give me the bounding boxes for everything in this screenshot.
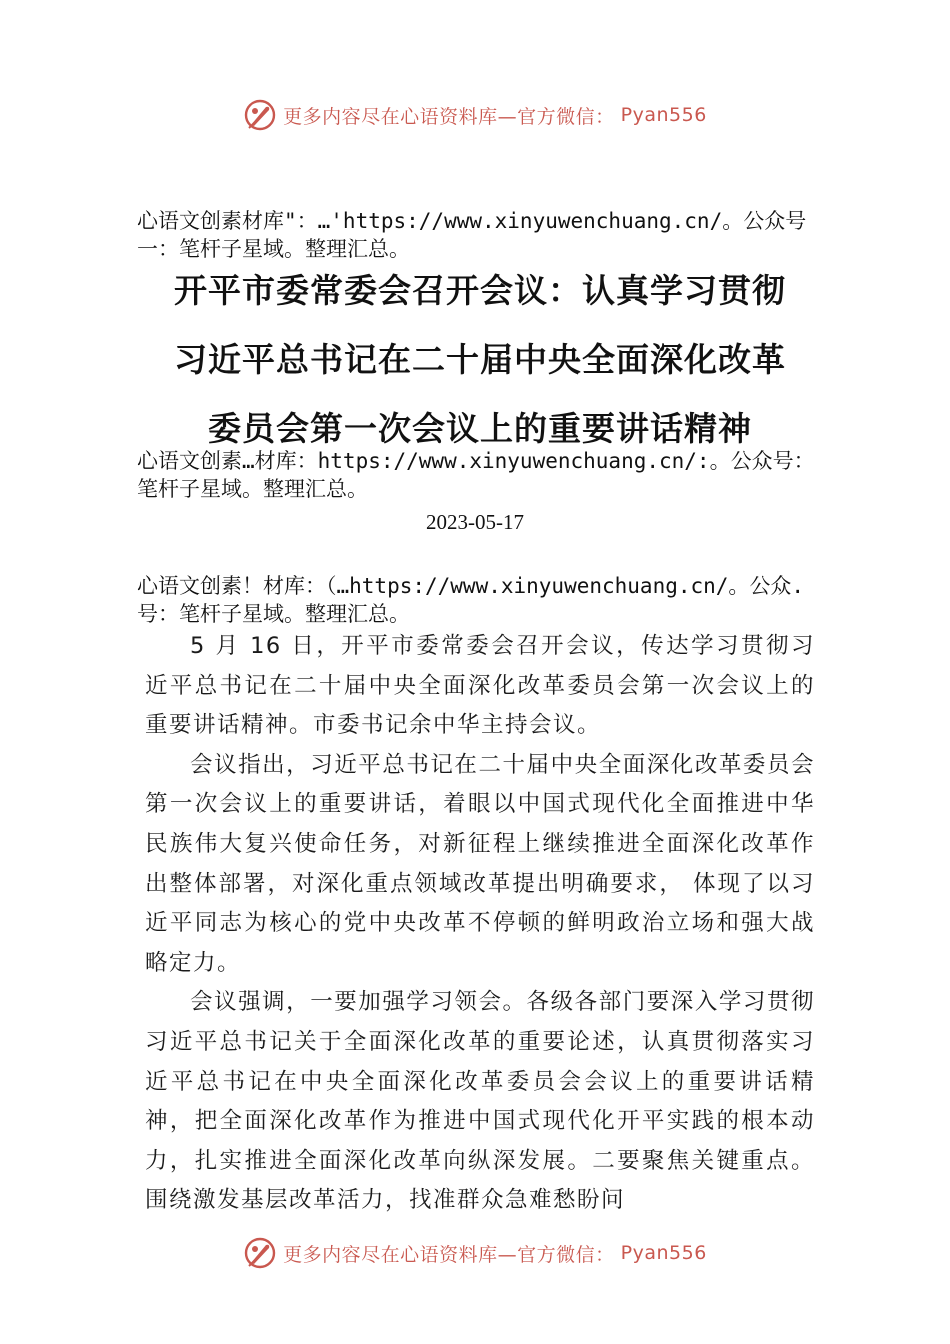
source-note: 心语文创素！材库：（…https://www.xinyuwenchuang.cn/。公众.号：笔杆子星域。整理汇总。: [137, 574, 805, 626]
title-line-2: 习近平总书记在二十届中央全面深化改革: [174, 340, 786, 379]
article-body: [145, 627, 815, 1221]
source-note: 心语文创素…材库：https://www.xinyuwenchuang.cn/:。公众号：笔杆子星域。整理汇总。: [137, 449, 815, 501]
watermark-text: 更多内容尽在心语资料库—官方微信：: [283, 1243, 615, 1266]
quill-logo-icon: [243, 98, 277, 132]
watermark-footer: [0, 1236, 950, 1270]
source-note: 心语文创素材库"：…'https://www.xinyuwenchuang.cn/。公众号一：笔杆子星域。整理汇总。: [137, 209, 807, 261]
title-line-3: 委员会第一次会议上的重要讲话精神: [208, 409, 752, 448]
title-line-1: 开平市委常委会召开会议：认真学习贯彻: [174, 271, 786, 310]
paragraph: 5 月 16 日，开平市委常委会召开会议，传达学习贯彻习近平总书记在二十届中央全面深化改革委员会第一次会议上的重要讲话精神。市委书记余中华主持会议。: [145, 633, 815, 739]
paragraph: 会议指出，习近平总书记在二十届中央全面深化改革委员会第一次会议上的重要讲话，着眼以中国式现代化全面推进中华民族伟大复兴使命任务，对新征程上继续推进全面深化改革作出整体部署，对深化重点领域改革提出明确要求， 体现了以习近平同志为核心的党中央改革不停顿的鲜明政治立场和强大战略定力。: [145, 751, 815, 976]
quill-logo-icon: [243, 1236, 277, 1270]
watermark-wechat: Pyan556: [620, 1242, 707, 1264]
publish-date: 2023-05-17: [426, 510, 524, 534]
paragraph: 会议强调，一要加强学习领会。各级各部门要深入学习贯彻习近平总书记关于全面深化改革的重要论述，认真贯彻落实习近平总书记在中央全面深化改革委员会会议上的重要讲话精神，把全面深化改革作为推进中国式现代化开平实践的根本动力，扎实推进全面深化改革向纵深发展。二要聚焦关键重点。围绕激发基层改革活力，找准群众急难愁盼问: [145, 989, 815, 1214]
watermark-text: 更多内容尽在心语资料库—官方微信：: [283, 105, 615, 128]
document-title: [130, 256, 830, 463]
watermark-header: [0, 98, 950, 132]
watermark-wechat: Pyan556: [620, 104, 707, 126]
